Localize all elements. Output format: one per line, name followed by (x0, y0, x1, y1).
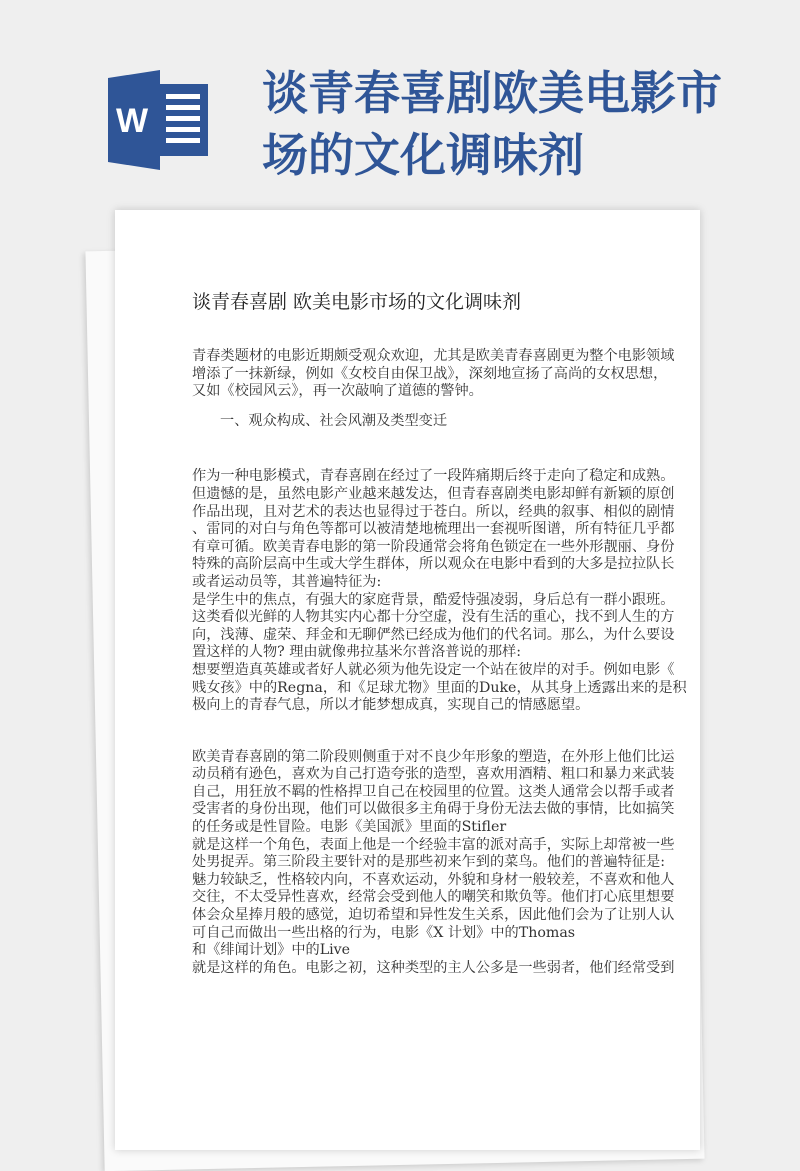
text-line: 特殊的高阶层高中生或大学生群体，所以观众在电影中看到的大多是拉拉队长 (192, 556, 675, 573)
text-line: 处男捉弄。第三阶段主要针对的是那些初来乍到的菜鸟。他们的普遍特征是: (192, 854, 665, 871)
svg-text:W: W (115, 102, 149, 140)
intro-paragraph (192, 348, 675, 401)
text-line: 自己，用狂放不羁的性格捍卫自己在校园里的位置。这类人通常会以帮手或者 (192, 783, 675, 800)
text-line: 的任务或是性冒险。电影《美国派》里面的Stifler (192, 819, 507, 836)
text-line: 受害者的身份出现，他们可以做很多主角碍于身份无法去做的事情，比如搞笑 (192, 801, 675, 818)
word-document-icon (108, 70, 213, 170)
text-line: 是学生中的焦点，有强大的家庭背景，酷爱恃强凌弱，身后总有一群小跟班。 (192, 591, 675, 608)
paragraph-gap (192, 727, 642, 749)
text-line: 增添了一抹新绿，例如《女校自由保卫战》，深刻地宣扬了高尚的女权思想， (192, 365, 668, 382)
text-line: 可自己而做出一些出格的行为，电影《X 计划》中的Thomas (192, 924, 576, 941)
text-line: 动员稍有逊色，喜欢为自己打造夸张的造型，喜欢用酒精、粗口和暴力来武装 (192, 766, 675, 783)
banner-title-line: 谈青春喜剧欧美电影市 (262, 66, 722, 120)
word-logo (108, 70, 213, 170)
text-line: 和《绯闻计划》中的Live (192, 942, 351, 959)
text-line: 有章可循。欧美青春电影的第一阶段通常会将角色锁定在一些外形靓丽、身份 (192, 538, 675, 555)
text-line: 这类看似光鲜的人物其实内心都十分空虚，没有生活的重心，找不到人生的方 (192, 609, 675, 626)
text-line: 或者运动员等，其普遍特征为: (192, 573, 382, 590)
banner-title (262, 62, 722, 186)
text-line: 但遗憾的是，虽然电影产业越来越发达，但青春喜剧类电影却鲜有新颖的原创 (192, 485, 675, 502)
text-line: 青春类题材的电影近期颇受观众欢迎，尤其是欧美青春喜剧更为整个电影领域 (192, 348, 675, 364)
text-line: 贱女孩》中的Regna，和《足球尤物》里面的Duke，从其身上透露出来的是积 (192, 679, 687, 696)
banner-title-line: 场的文化调味剂 (262, 128, 584, 182)
document-title: 谈青春喜剧 欧美电影市场的文化调味剂 (192, 291, 522, 313)
document-body (192, 348, 687, 989)
paragraph (192, 468, 687, 714)
text-line: 想要塑造真英雄或者好人就必须为他先设定一个站在彼岸的对手。例如电影《 (192, 661, 675, 678)
text-line: 又如《校园风云》，再一次敲响了道德的警钟。 (192, 383, 483, 400)
paragraph (192, 748, 675, 978)
text-line: 作为一种电影模式，青春喜剧在经过了一段阵痛期后终于走向了稳定和成熟。 (192, 468, 675, 485)
text-line: 就是这样一个角色，表面上他是一个经验丰富的派对高手，实际上却常被一些 (192, 836, 675, 853)
text-line: 体会众星捧月般的感觉，迫切希望和异性发生关系，因此他们会为了让别人认 (192, 907, 675, 924)
text-line: 欧美青春喜剧的第二阶段则侧重于对不良少年形象的塑造，在外形上他们比运 (192, 748, 675, 765)
text-line: 极向上的青春气息，所以才能梦想成真，实现自己的情感愿望。 (192, 697, 590, 714)
document-page (115, 210, 700, 1150)
section-heading: 一、观众构成、社会风潮及类型变迁 (220, 412, 448, 429)
text-line: 向，浅薄、虚荣、拜金和无聊俨然已经成为他们的代名词。那么，为什么要设 (192, 626, 675, 643)
text-line: 魅力较缺乏，性格较内向，不喜欢运动，外貌和身材一般较差，不喜欢和他人 (192, 871, 675, 888)
text-line: 就是这样的角色。电影之初，这种类型的主人公多是一些弱者，他们经常受到 (192, 959, 675, 976)
text-line: 作品出现，且对艺术的表达也显得过于苍白。所以，经典的叙事、相似的剧情 (192, 503, 675, 520)
text-line: 置这样的人物? 理由就像弗拉基米尔普洛普说的那样: (192, 644, 522, 661)
text-line: 、雷同的对白与角色等都可以被清楚地梳理出一套视听图谱，所有特征几乎都 (192, 521, 675, 538)
text-line: 交往，不太受异性喜欢，经常会受到他人的嘲笑和欺负等。他们打心底里想要 (192, 889, 675, 906)
